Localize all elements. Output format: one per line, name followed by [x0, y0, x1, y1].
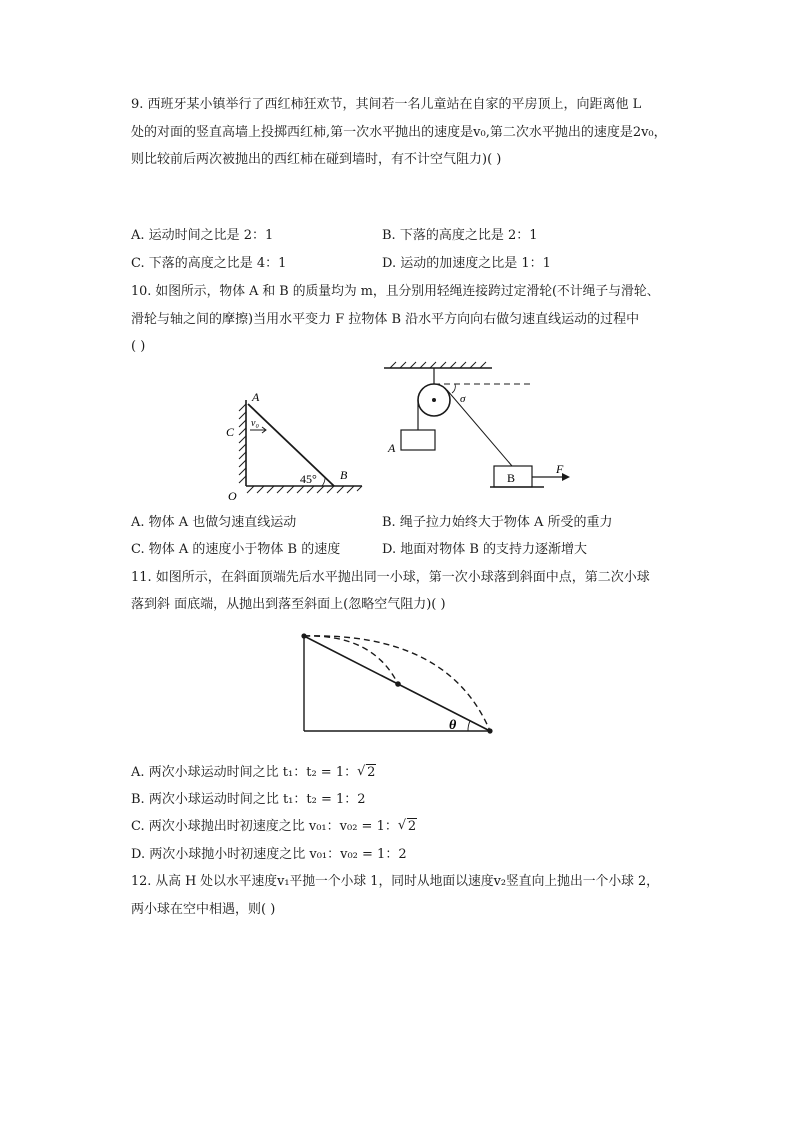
- q11-slope-figure: [298, 628, 498, 738]
- q10-left-label-c: C: [226, 425, 235, 439]
- q9-option-c: C. 下落的高度之比是 4：1: [131, 256, 287, 271]
- q11-stem-line2: 落到斜 面底端，从抛出到落至斜面上(忽略空气阻力)( ): [131, 597, 446, 612]
- sqrt-symbol: √ 2: [357, 764, 376, 780]
- q11-option-a: [131, 765, 376, 781]
- q10-left-label-a: A: [252, 390, 260, 404]
- q11-option-d: D. 两次小球抛小时初速度之比 v₀₁：v₀₂ = 1：2: [131, 847, 407, 862]
- q10-left-label-v0: v₀: [251, 418, 259, 429]
- q10-option-c: C. 物体 A 的速度小于物体 B 的速度: [131, 542, 341, 557]
- q10-right-label-b: B: [507, 471, 516, 485]
- q10-left-label-b: B: [340, 468, 348, 482]
- q11-label-theta: θ: [449, 718, 457, 733]
- q9-option-a: A. 运动时间之比是 2：1: [131, 228, 274, 243]
- q11-option-c-text: C. 两次小球抛出时初速度之比 v₀₁：v₀₂ = 1：: [131, 819, 398, 834]
- q11-option-a-radicand: 2: [367, 765, 376, 780]
- q10-right-label-a: A: [388, 441, 396, 455]
- q9-stem-line1: 9. 西班牙某小镇举行了西红柿狂欢节，其间若一名儿童站在自家的平房顶上，向距离他 L: [131, 97, 642, 112]
- q10-right-label-f: F: [556, 462, 564, 476]
- q10-left-label-o: O: [228, 489, 237, 503]
- q10-option-b: B. 绳子拉力始终大于物体 A 所受的重力: [382, 515, 613, 530]
- q11-option-a-text: A. 两次小球运动时间之比 t₁：t₂ = 1：: [131, 765, 358, 780]
- q10-left-label-angle: 45°: [300, 472, 317, 486]
- q10-stem-line1: 10. 如图所示，物体 A 和 B 的质量均为 m，且分别用轻绳连接跨过定滑轮(不计绳子与滑轮、: [131, 284, 660, 299]
- q9-option-d: D. 运动的加速度之比是 1：1: [382, 256, 551, 271]
- q12-stem-line2: 两小球在空中相遇，则( ): [131, 902, 276, 917]
- q10-option-d: D. 地面对物体 B 的支持力逐渐增大: [382, 542, 588, 557]
- q11-stem-line1: 11. 如图所示，在斜面顶端先后水平抛出同一小球，第一次小球落到斜面中点，第二次小球: [131, 570, 650, 585]
- q11-option-c-radicand: 2: [407, 819, 417, 834]
- q9-stem-line3: 则比较前后两次被抛出的西红柿在碰到墙时，有不计空气阻力)( ): [131, 152, 502, 167]
- q10-option-a: A. 物体 A 也做匀速直线运动: [131, 515, 297, 530]
- q9-option-b: B. 下落的高度之比是 2：1: [382, 228, 538, 243]
- q9-stem-line2: 处的对面的竖直高墙上投掷西红柿,第一次水平抛出的速度是v₀,第二次水平抛出的速度是2v₀，: [131, 125, 667, 140]
- q10-pulley-figure: [384, 360, 580, 490]
- q12-stem-line1: 12. 从高 H 处以水平速度v₁平抛一个小球 1，同时从地面以速度v₂竖直向上抛出一个小球 2，: [131, 874, 659, 889]
- q10-right-label-theta: σ: [460, 393, 466, 405]
- q10-incline-figure: [218, 388, 368, 504]
- q10-stem-line2: 滑轮与轴之间的摩擦)当用水平变力 F 拉物体 B 沿水平方向向右做匀速直线运动的过程中: [131, 312, 640, 327]
- q11-option-b: B. 两次小球运动时间之比 t₁：t₂ = 1：2: [131, 792, 366, 807]
- sqrt-symbol: √ 2: [397, 818, 417, 834]
- q10-stem-line3: ( ): [131, 339, 146, 354]
- q11-option-c: [131, 819, 417, 835]
